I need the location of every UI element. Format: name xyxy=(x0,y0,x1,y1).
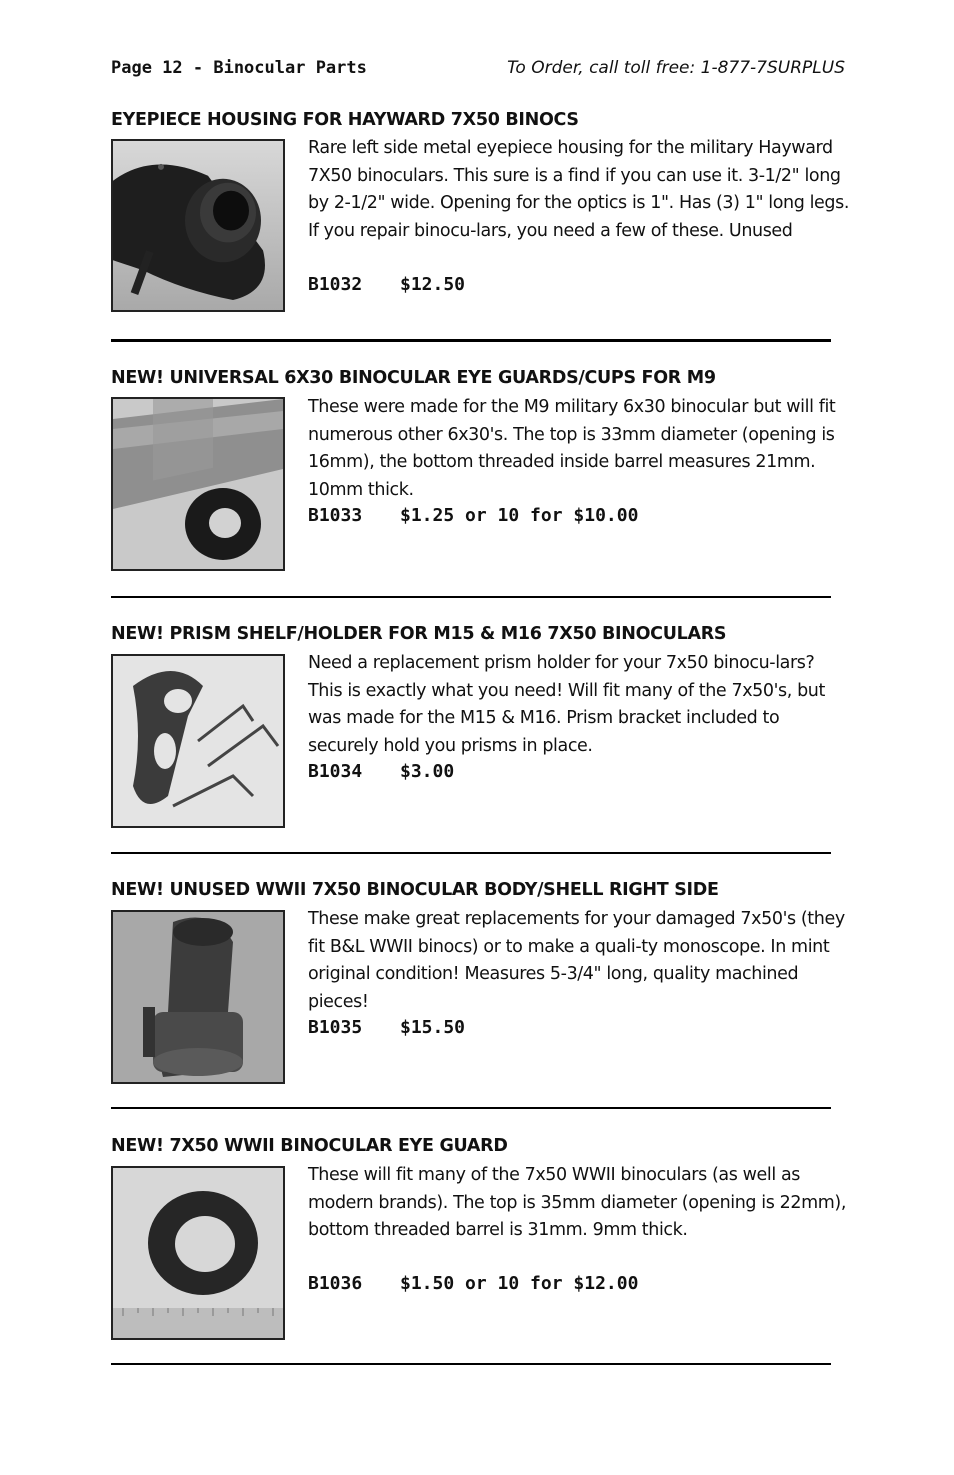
eye-guard-wwii-photo xyxy=(111,1166,285,1340)
product-price: $12.50 xyxy=(400,274,466,295)
product-sku: B1035 xyxy=(308,1017,363,1038)
divider xyxy=(111,852,831,854)
divider xyxy=(111,596,831,598)
product-price: $3.00 xyxy=(400,761,455,782)
order-phone-line: To Order, call toll free: 1-877-7SURPLUS xyxy=(507,58,845,78)
prism-holder-photo xyxy=(111,654,285,828)
eyepiece-housing-photo xyxy=(111,139,285,312)
price-line xyxy=(308,505,638,526)
divider xyxy=(111,339,831,342)
product-sku: B1032 xyxy=(308,274,363,295)
page-header xyxy=(111,58,845,82)
divider xyxy=(111,1363,831,1365)
product-sku: B1036 xyxy=(308,1273,363,1294)
product-price: $1.25 or 10 for $10.00 xyxy=(400,505,639,526)
product-item xyxy=(111,110,850,320)
price-line xyxy=(308,1273,638,1294)
product-description: Rare left side metal eyepiece housing for the military Hayward 7X50 binoculars. This sure is a find if you can use it. 3-1/2" long by 2-1/2" wide. Opening for the optics is 1". Has (3) 1" long legs. If you repair binocu-lars, you need a few of these. Unused xyxy=(308,138,850,241)
product-description: These were made for the M9 military 6x30 binocular but will fit numerous other 6x30's. The top is 33mm diameter (opening is 16mm), the bottom threaded inside barrel measures 21mm. 10mm thick. xyxy=(308,397,836,500)
binocular-body-photo xyxy=(111,910,285,1084)
product-title: NEW! 7X50 WWII BINOCULAR EYE GUARD xyxy=(111,1136,508,1156)
eye-guard-m9-photo xyxy=(111,397,285,571)
product-item xyxy=(111,1136,845,1346)
product-item xyxy=(111,880,845,1090)
product-price: $15.50 xyxy=(400,1017,466,1038)
price-line xyxy=(308,1017,465,1038)
price-line xyxy=(308,761,454,782)
product-item xyxy=(111,368,845,578)
product-title: NEW! PRISM SHELF/HOLDER FOR M15 & M16 7X50 BINOCULARS xyxy=(111,624,727,644)
product-title: EYEPIECE HOUSING FOR HAYWARD 7X50 BINOCS xyxy=(111,110,579,130)
product-description: These make great replacements for your damaged 7x50's (they fit B&L WWII binocs) or to make a quali-ty monoscope. In mint original condition! Measures 5-3/4" long, quality machined pieces! xyxy=(308,909,845,1012)
product-description: Need a replacement prism holder for your 7x50 binocu-lars? This is exactly what you need! Will fit many of the 7x50's, but was made for the M15 & M16. Prism bracket included to securely hold you prisms in place. xyxy=(308,653,825,756)
product-price: $1.50 or 10 for $12.00 xyxy=(400,1273,639,1294)
divider xyxy=(111,1107,831,1109)
product-sku: B1034 xyxy=(308,761,363,782)
product-description: These will fit many of the 7x50 WWII binoculars (as well as modern brands). The top is 35mm diameter (opening is 22mm), bottom threaded barrel is 31mm. 9mm thick. xyxy=(308,1165,846,1241)
price-line xyxy=(308,274,465,295)
product-title: NEW! UNIVERSAL 6X30 BINOCULAR EYE GUARDS/CUPS FOR M9 xyxy=(111,368,716,388)
product-title: NEW! UNUSED WWII 7X50 BINOCULAR BODY/SHELL RIGHT SIDE xyxy=(111,880,719,900)
page-number-title: Page 12 - Binocular Parts xyxy=(111,58,367,78)
product-item xyxy=(111,624,845,834)
product-sku: B1033 xyxy=(308,505,363,526)
